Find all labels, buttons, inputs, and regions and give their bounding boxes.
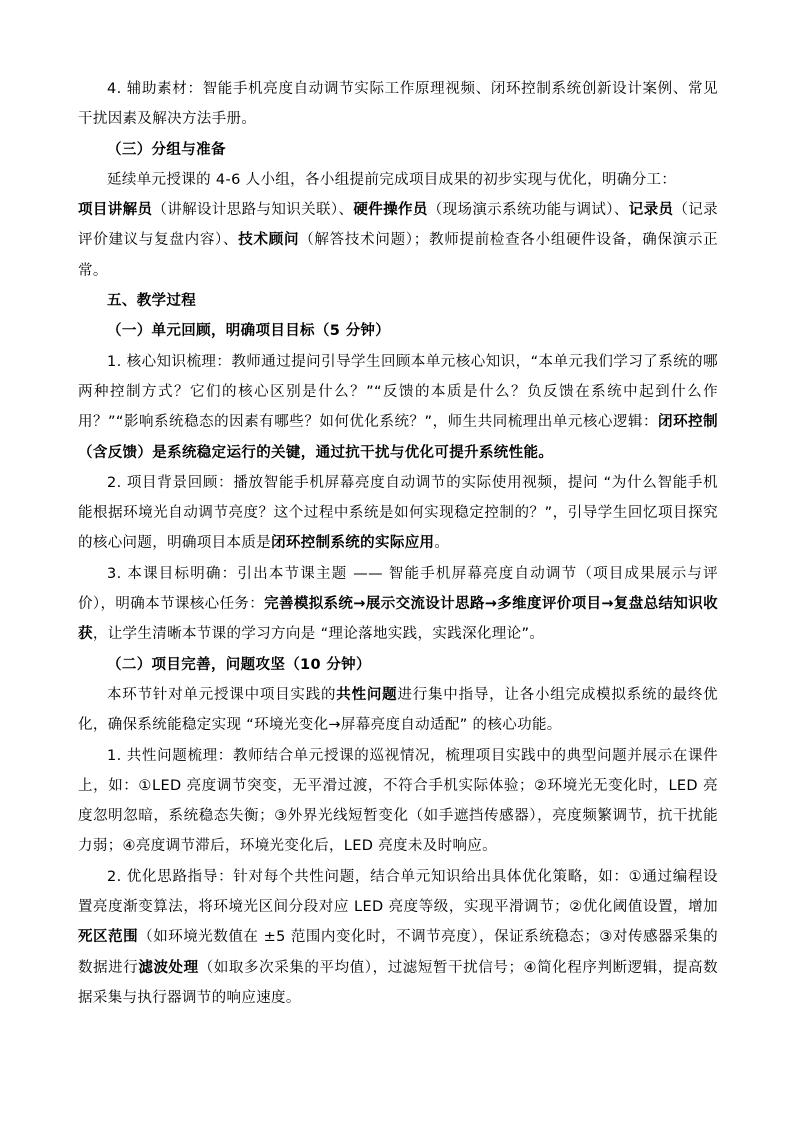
paragraph (78, 165, 718, 195)
text-run: （讲解设计思路与知识关联）、 (152, 202, 354, 219)
bold-text: 闭环控制系统的实际应用 (271, 535, 435, 552)
bold-text: 硬件操作员 (353, 202, 428, 219)
paragraph (78, 74, 718, 135)
bold-text: 项目讲解员 (78, 202, 153, 219)
text-run: （记录评价建议与复盘内容）、 (78, 202, 718, 249)
text-run: （如取多次采集的平均值），过滤短暂干扰信号；④简化程序判断逻辑，提高数据采集与执行器调节的响应速度。 (78, 959, 718, 1006)
paragraph (78, 559, 718, 650)
text-run: 3. 本课目标明确：引出本节课主题 —— 智能手机屏幕亮度自动调节（项目成果展示与评价），明确本节课核心任务： (78, 565, 718, 613)
text-run: （三）分组与准备 (107, 141, 226, 158)
text-run: 进行集中指导，让各小组完成模拟系统的最终优化，确保系统能稳定实现 “环境光变化→屏幕亮度自动适配” 的核心功能。 (78, 686, 718, 734)
section-heading (78, 135, 718, 165)
text-run: （一）单元回顾，明确项目目标（5 分钟） (107, 323, 391, 340)
bold-text: 滤波处理 (138, 959, 199, 976)
text-run: 1. 核心知识梳理：教师通过提问引导学生回顾本单元核心知识，“本单元我们学习了系统的哪两种控制方式？它们的核心区别是什么？”“反馈的本质是什么？负反馈在系统中起到什么作用？”“影响系统稳态的因素有哪些？如何优化系统？”，师生共同梳理出单元核心逻辑： (78, 353, 718, 431)
bold-text: 技术顾问 (238, 232, 300, 249)
text-run: （解答技术问题）；教师提前检查各小组硬件设备，确保演示正常。 (78, 232, 718, 279)
text-run: 4. 辅助素材：智能手机亮度自动调节实际工作原理视频、闭环控制系统创新设计案例、常见干扰因素及解决方法手册。 (78, 81, 718, 128)
paragraph (78, 680, 718, 741)
text-run: （现场演示系统功能与调试）、 (427, 202, 629, 219)
bold-text: 共性问题 (336, 686, 398, 703)
paragraph (78, 468, 718, 559)
paragraph (78, 862, 718, 1013)
section-heading (78, 286, 718, 316)
text-run: 2. 优化思路指导：针对每个共性问题，结合单元知识给出具体优化策略，如：①通过编程设置亮度渐变算法，将环境光区间分段对应 LED 亮度等级，实现平滑调节；②优化阈值设置，增加 (78, 868, 718, 916)
bold-text: 死区范围 (78, 929, 139, 946)
bold-text: 记录员 (628, 202, 674, 219)
bold-text: 完善模拟系统→展示交流设计思路→多维度评价项目→复盘总结知识收获 (78, 596, 718, 643)
text-run: 延续单元授课的 4-6 人小组，各小组提前完成项目成果的初步实现与优化，明确分工： (107, 171, 677, 188)
text-run: 。 (434, 535, 450, 552)
text-run: 五、教学过程 (107, 293, 197, 310)
text-run: 本环节针对单元授课中项目实践的 (107, 686, 337, 703)
section-heading (78, 650, 718, 680)
section-heading (78, 316, 718, 346)
paragraph (78, 741, 718, 862)
document-page (78, 74, 718, 1013)
text-run: 1. 共性问题梳理：教师结合单元授课的巡视情况，梳理项目实践中的典型问题并展示在课件上，如：①LED 亮度调节突变，无平滑过渡，不符合手机实际体验；②环境光无变化时，LED 亮度忽明忽暗，系统稳态失衡；③外界光线短暂变化（如手遮挡传感器），亮度频繁调节，抗干扰能力弱；④亮度调节滞后，环境光变化后，LED 亮度未及时响应。 (78, 747, 718, 855)
bold-text: 闭环控制（含反馈）是系统稳定运行的关键，通过抗干扰与优化可提升系统性能。 (78, 414, 718, 461)
paragraph (78, 347, 718, 468)
paragraph (78, 195, 718, 286)
text-run: （如环境光数值在 ±5 范围内变化时，不调节亮度），保证系统稳态；③对传感器采集的数据进行 (78, 929, 718, 976)
text-run: 2. 项目背景回顾：播放智能手机屏幕亮度自动调节的实际使用视频，提问 “为什么智能手机能根据环境光自动调节亮度？这个过程中系统是如何实现稳定控制的？”，引导学生回忆项目探究的核心问题，明确项目本质是 (78, 474, 718, 552)
text-run: ，让学生清晰本节课的学习方向是 “理论落地实践，实践深化理论”。 (92, 626, 545, 643)
text-run: （二）项目完善，问题攻坚（10 分钟） (107, 656, 371, 673)
